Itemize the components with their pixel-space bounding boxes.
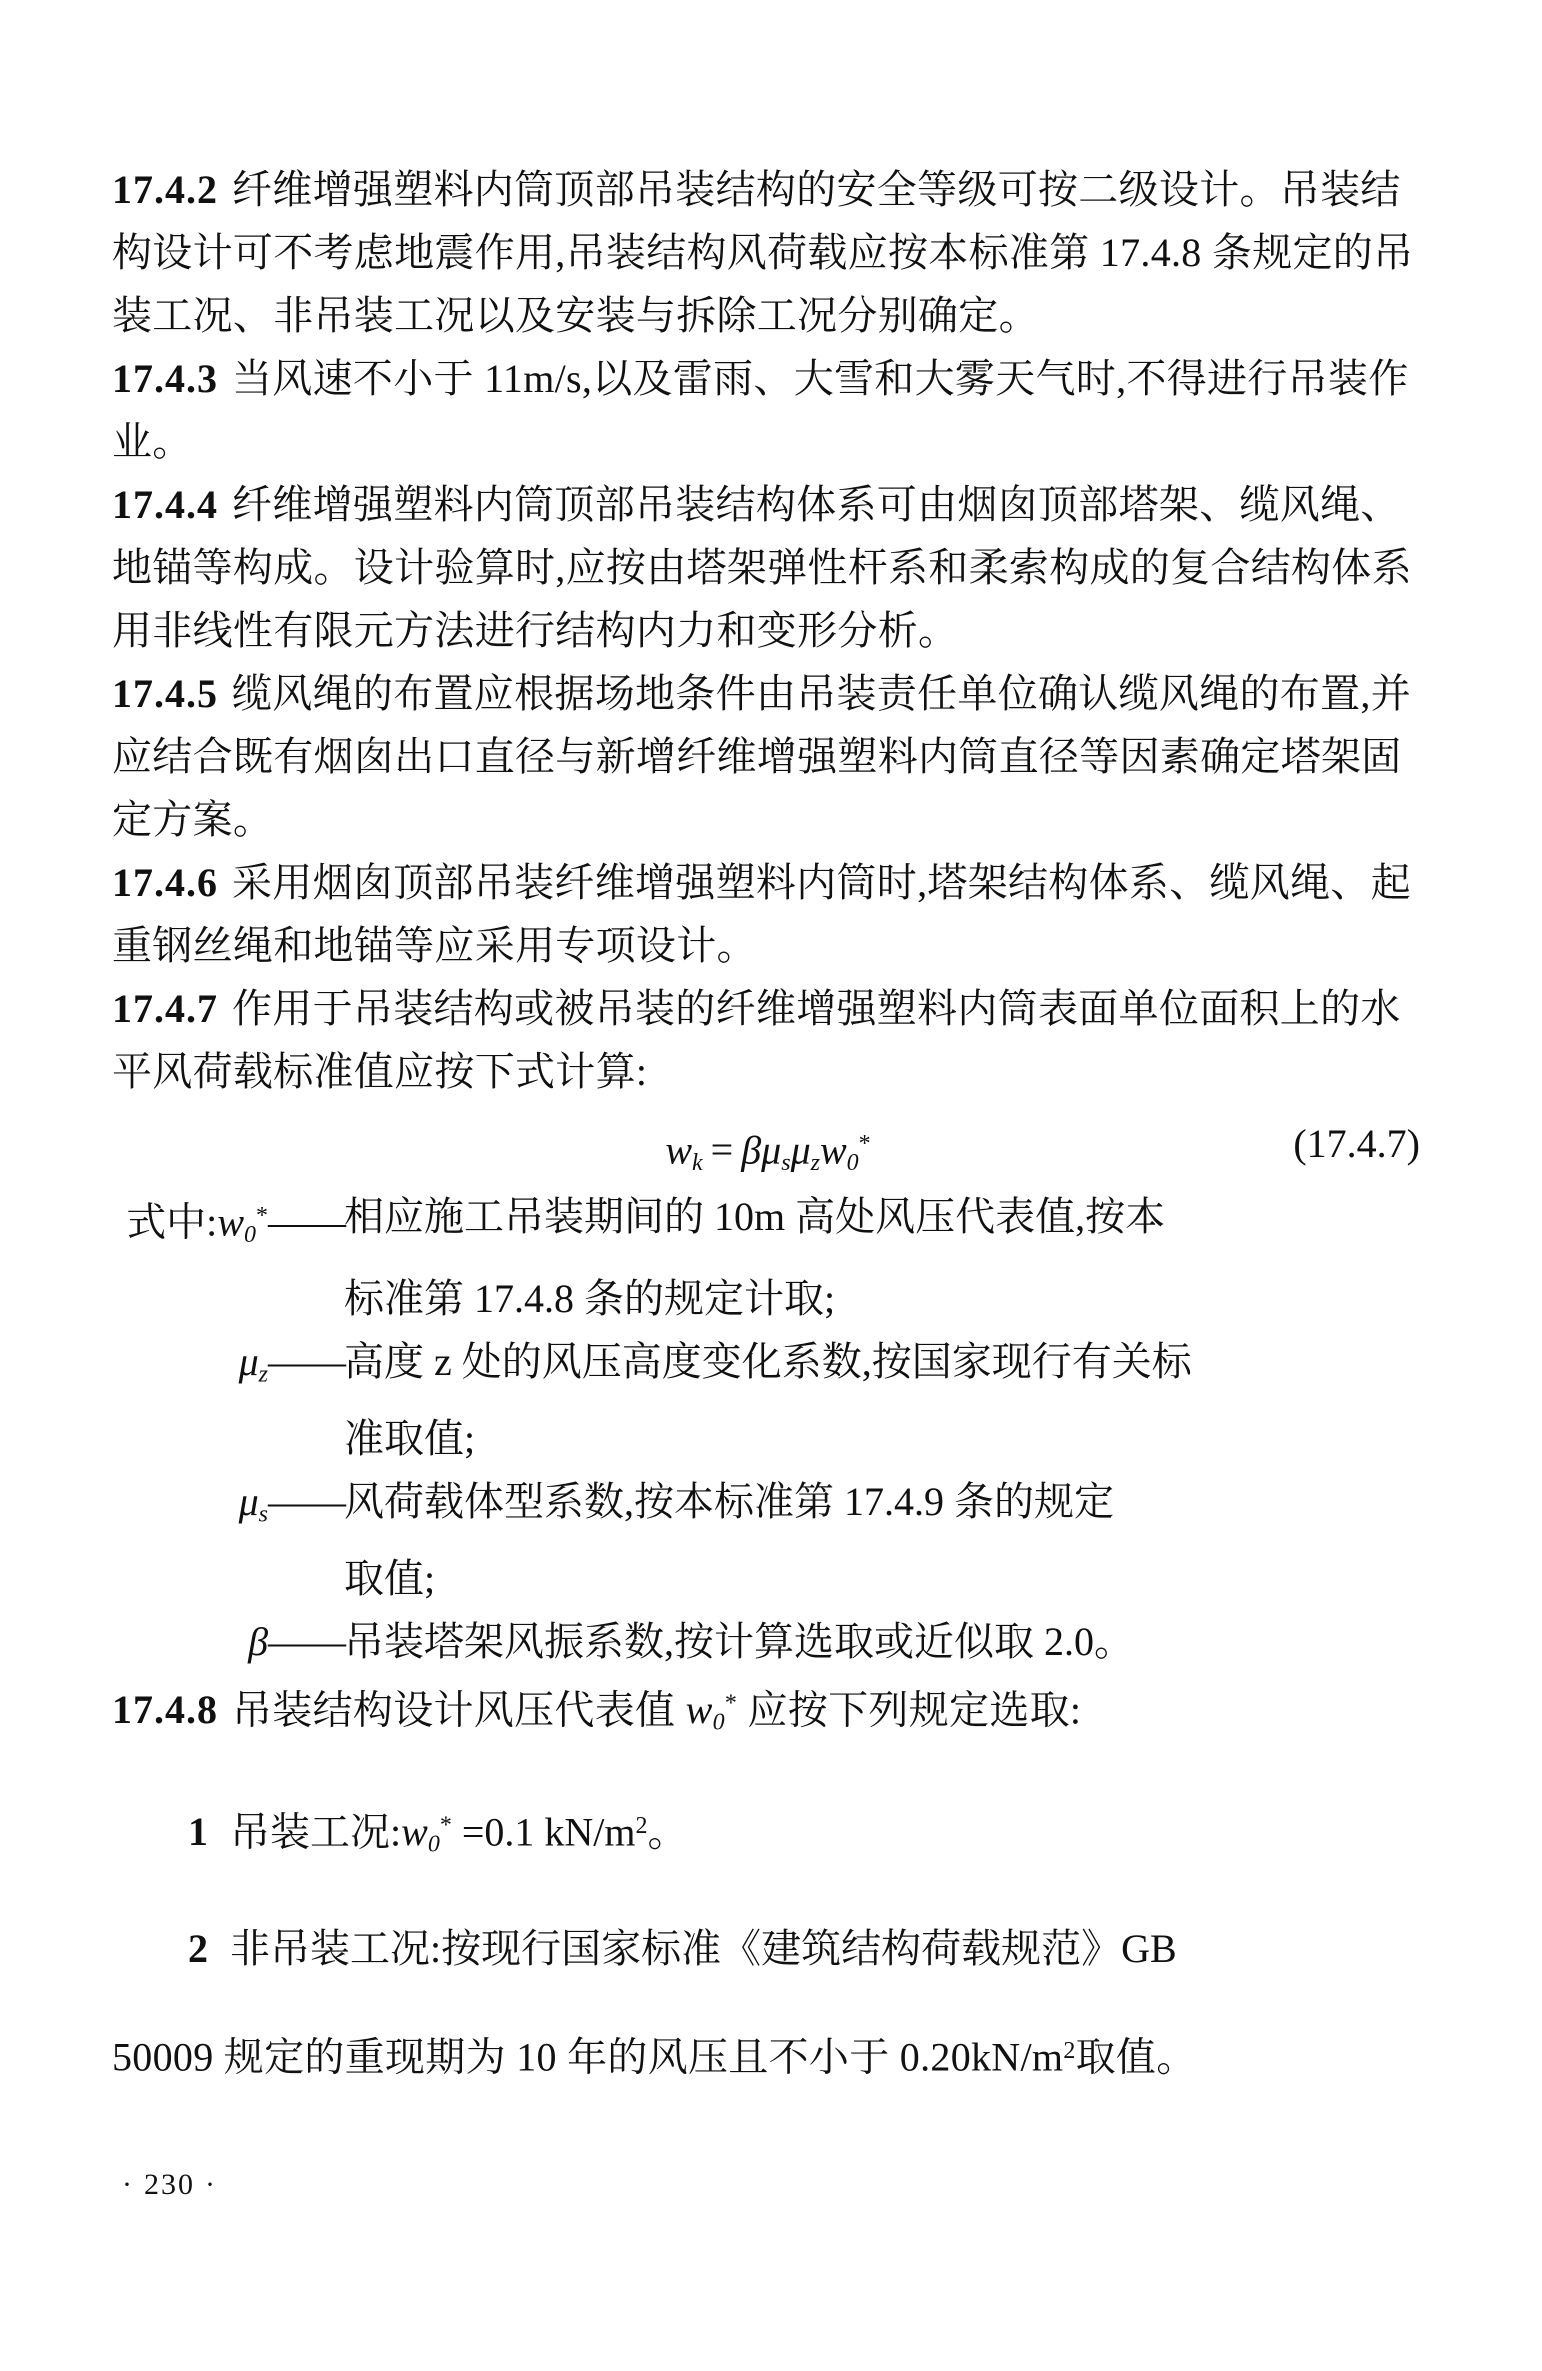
formula-mu-s-sub: s — [781, 1150, 791, 1177]
definition-row — [112, 1470, 1424, 1547]
formula-beta: β — [741, 1127, 762, 1173]
footer-dot-left: · — [122, 2168, 134, 2201]
formula-mu-s: μ — [761, 1127, 782, 1173]
sub-item-text-line1: 非吊装工况:按现行国家标准《建筑结构荷载规范》GB — [230, 1926, 1177, 1971]
clause-symbol-base: w — [685, 1687, 713, 1733]
clause-17-4-8 — [112, 1673, 1424, 1755]
definition-dash: —— — [268, 1339, 344, 1385]
sub-item-text-before: 吊装工况: — [230, 1809, 402, 1855]
clause-number: 17.4.6 — [112, 860, 218, 905]
clause-paragraph — [112, 977, 1424, 1103]
sub-item-text-tail: 。 — [647, 1809, 688, 1855]
definition-lead-label: 式中: — [126, 1199, 218, 1245]
definition-symbol-base: w — [217, 1199, 244, 1245]
formula-number: (17.4.7) — [1293, 1121, 1420, 1166]
wind-load-formula — [112, 1103, 1424, 1204]
definition-dash: —— — [268, 1478, 344, 1524]
definition-text-line1: 高度 z 处的风压高度变化系数,按国家现行有关标 — [344, 1339, 1192, 1385]
definition-symbol-base: μ — [238, 1339, 259, 1385]
definition-symbol-base: μ — [238, 1478, 259, 1524]
definition-text-line2: 标准第 17.4.8 条的规定计取; — [344, 1276, 836, 1322]
clause-paragraph — [112, 1673, 1424, 1755]
sub-item-symbol-base: w — [401, 1809, 428, 1855]
sub-item-symbol-sub: 0 — [427, 1832, 440, 1858]
sub-item-marker: 2 — [188, 1926, 208, 1971]
definition-dash: —— — [268, 1199, 344, 1245]
definition-symbol — [112, 1470, 344, 1547]
sub-item-marker: 1 — [188, 1809, 208, 1855]
clause-number: 17.4.7 — [112, 986, 218, 1031]
clause-number: 17.4.2 — [112, 167, 218, 212]
clause-number: 17.4.3 — [112, 356, 218, 401]
definition-symbol-sub: 0 — [244, 1222, 256, 1249]
clause-number: 17.4.5 — [112, 671, 218, 716]
sub-item-2-line2 — [112, 2020, 1424, 2088]
definition-text-line2: 取值; — [344, 1555, 436, 1601]
definition-text-line1: 吊装塔架风振系数,按计算选取或近似取 2.0。 — [344, 1618, 1134, 1664]
clause-paragraph — [112, 473, 1424, 662]
formula-mu-z-sub: z — [810, 1150, 820, 1177]
sub-item-1 — [112, 1795, 1424, 1877]
clause-text: 缆风绳的布置应根据场地条件由吊装责任单位确认缆风绳的布置,并应结合既有烟囱出口直径与新增纤维增强塑料内筒直径等因素确定塔架固定方案。 — [112, 671, 1411, 842]
definition-symbol-sub: z — [258, 1361, 268, 1388]
formula-w0-sub: 0 — [846, 1150, 859, 1177]
formula-equals: = — [710, 1127, 734, 1173]
formula-lhs-base: w — [665, 1127, 692, 1173]
sub-item-symbol-sup: * — [439, 1812, 452, 1839]
definition-symbol — [112, 1610, 344, 1673]
clause-paragraph — [112, 158, 1424, 347]
sub-item-unit-exponent: 2 — [635, 1812, 648, 1839]
definition-row — [112, 1330, 1424, 1407]
definition-text-line2: 准取值; — [344, 1415, 476, 1461]
clause-paragraph — [112, 851, 1424, 977]
definition-symbol — [112, 1330, 344, 1407]
formula-lhs-sub: k — [692, 1150, 703, 1177]
footer-dot-right: · — [205, 2168, 217, 2201]
definition-text-line1: 风荷载体型系数,按本标准第 17.4.9 条的规定 — [344, 1478, 1114, 1524]
formula-row — [112, 1103, 1424, 1185]
sub-item-line2-after: 取值。 — [1075, 2034, 1197, 2080]
definition-text-line1: 相应施工吊装期间的 10m 高处风压代表值,按本 — [344, 1194, 1166, 1239]
clause-symbol — [685, 1687, 738, 1736]
page-number: 230 — [144, 2168, 195, 2201]
page-content — [112, 158, 1424, 2088]
clause-paragraph — [112, 347, 1424, 473]
clause-text: 作用于吊装结构或被吊装的纤维增强塑料内筒表面单位面积上的水平风荷载标准值应按下式计算: — [112, 986, 1401, 1094]
sub-item-2 — [112, 1917, 1424, 1980]
clause-17-4-3 — [112, 347, 1424, 473]
formula-w0: w — [819, 1127, 847, 1173]
sub-item-line2-exponent: 2 — [1063, 2038, 1076, 2064]
sub-item-text-after: =0.1 kN/m — [451, 1809, 636, 1855]
clause-symbol-sub: 0 — [712, 1709, 725, 1736]
clause-text: 纤维增强塑料内筒顶部吊装结构的安全等级可按二级设计。吊装结构设计可不考虑地震作用,吊装结构风荷载应按本标准第 17.4.8 条规定的吊装工况、非吊装工况以及安装与拆除工况分别确定。 — [112, 167, 1414, 338]
clause-paragraph — [112, 662, 1424, 851]
formula-w0-sup: * — [858, 1131, 871, 1157]
clause-17-4-5 — [112, 662, 1424, 851]
clause-intro-after-symbol: 应按下列规定选取: — [737, 1687, 1082, 1733]
clause-number: 17.4.4 — [112, 482, 218, 527]
clause-17-4-7 — [112, 977, 1424, 1103]
clause-number: 17.4.8 — [112, 1687, 218, 1733]
symbol-definition-list — [112, 1185, 1424, 1673]
clause-intro-before-symbol: 吊装结构设计风压代表值 — [232, 1687, 686, 1733]
definition-dash: —— — [268, 1618, 344, 1664]
definition-row — [112, 1610, 1424, 1673]
clause-symbol-sup: * — [724, 1690, 738, 1717]
clause-17-4-6 — [112, 851, 1424, 977]
clause-text: 当风速不小于 11m/s,以及雷雨、大雪和大雾天气时,不得进行吊装作业。 — [112, 356, 1409, 464]
definition-symbol-sup: * — [256, 1203, 268, 1229]
clause-text: 采用烟囱顶部吊装纤维增强塑料内筒时,塔架结构体系、缆风绳、起重钢丝绳和地锚等应采用专项设计。 — [112, 860, 1411, 968]
definition-symbol-base: β — [248, 1618, 268, 1664]
clause-text: 纤维增强塑料内筒顶部吊装结构体系可由烟囱顶部塔架、缆风绳、地锚等构成。设计验算时,应按由塔架弹性杆系和柔索构成的复合结构体系用非线性有限元方法进行结构内力和变形分析。 — [112, 482, 1412, 653]
sub-item-line2-before: 50009 规定的重现期为 10 年的风压且不小于 0.20kN/m — [112, 2034, 1064, 2080]
page-footer — [112, 2168, 227, 2202]
formula-mu-z: μ — [790, 1127, 811, 1173]
clause-17-4-4 — [112, 473, 1424, 662]
definition-symbol-sub: s — [258, 1501, 268, 1528]
sub-item-symbol — [401, 1809, 452, 1858]
clause-17-4-2 — [112, 158, 1424, 347]
